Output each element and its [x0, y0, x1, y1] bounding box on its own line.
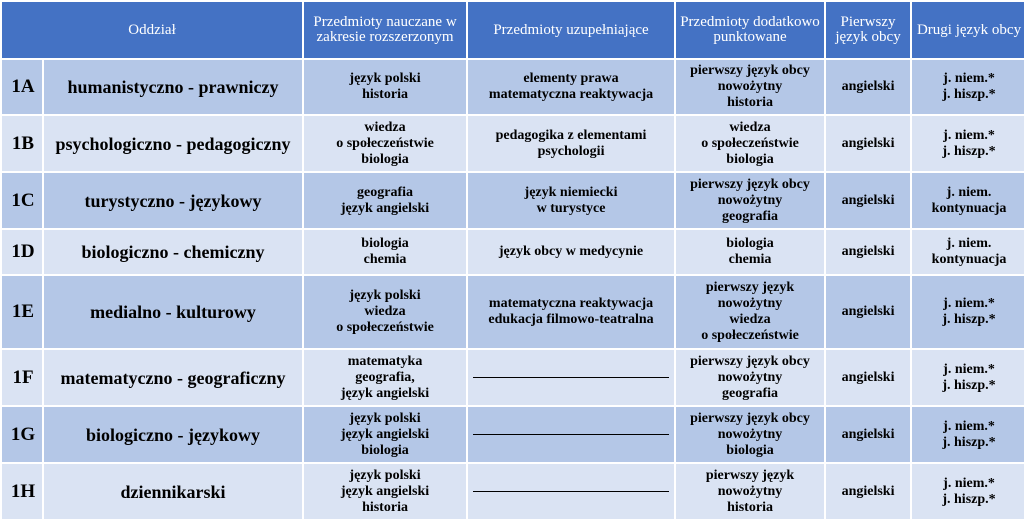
cell-pierwszy-jezyk: angielski: [826, 350, 910, 405]
cell-uzupelniajace: [468, 407, 674, 462]
class-profile-name: biologiczno - językowy: [44, 407, 302, 462]
cell-line: wiedza: [364, 304, 406, 319]
cell-line: język polski: [349, 467, 421, 483]
class-profile-name: dziennikarski: [44, 464, 302, 519]
header-line: język obcy: [955, 21, 1022, 38]
class-code: 1B: [2, 116, 42, 171]
class-code: 1E: [2, 276, 42, 348]
header-line: dodatkowo: [753, 14, 820, 30]
cell-line: historia: [727, 95, 773, 110]
cell-line: nowożytny: [717, 426, 783, 442]
class-profile-name: humanistyczno - prawniczy: [44, 60, 302, 114]
table-row: [2, 230, 1024, 274]
empty-dash-line: [473, 377, 669, 378]
header-line: nauczane w zakresie: [316, 14, 457, 45]
cell-line: kontynuacja: [931, 252, 1007, 267]
cell-punktowane: [676, 173, 824, 228]
table-row: [2, 464, 1024, 519]
cell-line: pierwszy język: [705, 280, 795, 295]
class-profile-name: turystyczno - językowy: [44, 173, 302, 228]
cell-line: j. niem.*: [943, 127, 995, 143]
cell-line: biologia: [361, 236, 409, 251]
cell-line: psychologii: [537, 143, 605, 159]
cell-line: historia: [727, 499, 773, 515]
cell-line: nowożytny: [717, 192, 783, 208]
cell-rozszerzone: [304, 116, 466, 171]
table-row: [2, 173, 1024, 228]
header-line: rozszerzonym: [369, 29, 454, 45]
cell-line: matematyka: [347, 353, 423, 369]
cell-line: biologia: [726, 151, 774, 167]
cell-line: język obcy w medycynie: [498, 244, 644, 259]
cell-punktowane: [676, 116, 824, 171]
cell-punktowane: [676, 350, 824, 405]
cell-line: chemia: [728, 252, 772, 267]
cell-line: biologia: [726, 442, 774, 458]
header-rozszerzone: [304, 2, 466, 58]
cell-rozszerzone: [304, 350, 466, 405]
cell-line: o społeczeństwie: [336, 320, 434, 335]
class-profile-name: matematyczno - geograficzny: [44, 350, 302, 405]
class-code: 1F: [2, 350, 42, 405]
cell-line: matematyczna reaktywacja: [488, 296, 654, 311]
cell-uzupelniajace: [468, 60, 674, 114]
cell-line: o społeczeństwie: [336, 135, 434, 151]
cell-line: kontynuacja: [931, 200, 1007, 216]
cell-punktowane: [676, 60, 824, 114]
cell-line: geografia: [722, 208, 778, 224]
cell-line: język polski: [349, 71, 421, 86]
cell-line: j. hiszp.*: [942, 312, 996, 327]
cell-line: j. hiszp.*: [942, 143, 996, 159]
cell-line: pierwszy język obcy: [690, 63, 810, 78]
cell-line: w turystyce: [536, 200, 606, 216]
header-pierwszy: [826, 2, 910, 58]
cell-line: j. hiszp.*: [942, 377, 996, 393]
header-drugi: [912, 2, 1024, 58]
cell-punktowane: [676, 276, 824, 348]
cell-line: j. hiszp.*: [942, 434, 996, 450]
cell-line: pedagogika z elementami: [495, 127, 647, 143]
cell-line: j. niem.: [946, 184, 992, 200]
cell-line: język polski: [349, 410, 421, 426]
cell-line: j. niem.*: [943, 418, 995, 434]
cell-line: j. niem.: [946, 236, 992, 251]
cell-line: wiedza: [729, 312, 771, 327]
header-oddzial: [2, 2, 302, 58]
cell-drugi-jezyk: [912, 350, 1024, 405]
cell-pierwszy-jezyk: angielski: [826, 173, 910, 228]
cell-pierwszy-jezyk: angielski: [826, 230, 910, 274]
cell-line: o społeczeństwie: [701, 328, 799, 343]
cell-line: wiedza: [364, 119, 406, 135]
cell-line: nowożytny: [717, 79, 783, 94]
header-row: [2, 2, 1024, 58]
cell-line: język angielski: [340, 200, 430, 216]
table-row: [2, 276, 1024, 348]
cell-line: historia: [362, 499, 408, 515]
cell-line: chemia: [363, 252, 407, 267]
class-code: 1A: [2, 60, 42, 114]
cell-line: język angielski: [340, 483, 430, 499]
cell-line: język angielski: [340, 385, 430, 401]
cell-line: język niemiecki: [524, 184, 618, 200]
cell-line: wiedza: [729, 119, 771, 135]
cell-punktowane: [676, 230, 824, 274]
header-line: punktowane: [713, 29, 787, 45]
cell-line: pierwszy język: [705, 467, 795, 483]
header-punktowane: [676, 2, 824, 58]
cell-pierwszy-jezyk: angielski: [826, 276, 910, 348]
table-body: [2, 60, 1024, 519]
cell-line: język angielski: [340, 426, 430, 442]
header-line: Przedmioty: [680, 14, 750, 30]
cell-uzupelniajace: [468, 173, 674, 228]
cell-uzupelniajace: [468, 350, 674, 405]
header-oddzial-label: Oddział: [128, 21, 176, 38]
cell-line: biologia: [361, 151, 409, 167]
cell-rozszerzone: [304, 276, 466, 348]
cell-line: edukacja filmowo-teatralna: [488, 312, 654, 327]
cell-drugi-jezyk: [912, 276, 1024, 348]
cell-pierwszy-jezyk: angielski: [826, 407, 910, 462]
empty-dash-line: [473, 491, 669, 492]
cell-line: nowożytny: [717, 296, 783, 311]
cell-line: o społeczeństwie: [701, 135, 799, 151]
cell-line: pierwszy język obcy: [690, 353, 810, 369]
cell-drugi-jezyk: [912, 230, 1024, 274]
cell-line: elementy prawa: [523, 71, 619, 86]
cell-line: biologia: [361, 442, 409, 458]
cell-line: j. hiszp.*: [942, 491, 996, 507]
cell-rozszerzone: [304, 173, 466, 228]
cell-line: historia: [362, 87, 408, 102]
cell-drugi-jezyk: [912, 407, 1024, 462]
class-code: 1D: [2, 230, 42, 274]
cell-drugi-jezyk: [912, 464, 1024, 519]
empty-dash-line: [473, 434, 669, 435]
cell-line: j. hiszp.*: [942, 87, 996, 102]
cell-drugi-jezyk: [912, 173, 1024, 228]
cell-punktowane: [676, 464, 824, 519]
table-row: [2, 407, 1024, 462]
class-code: 1C: [2, 173, 42, 228]
class-profile-name: biologiczno - chemiczny: [44, 230, 302, 274]
cell-rozszerzone: [304, 230, 466, 274]
cell-uzupelniajace: [468, 464, 674, 519]
table-row: [2, 60, 1024, 114]
cell-line: nowożytny: [717, 483, 783, 499]
header-line: Drugi: [916, 21, 952, 38]
cell-line: j. niem.*: [943, 475, 995, 491]
header-line: Przedmioty: [313, 14, 383, 30]
cell-line: j. niem.*: [943, 361, 995, 377]
cell-line: biologia: [726, 236, 774, 251]
cell-line: j. niem.*: [943, 296, 995, 311]
cell-pierwszy-jezyk: angielski: [826, 60, 910, 114]
cell-rozszerzone: [304, 407, 466, 462]
table-row: [2, 350, 1024, 405]
cell-drugi-jezyk: [912, 116, 1024, 171]
cell-rozszerzone: [304, 60, 466, 114]
header-uzupelniajace: [468, 2, 674, 58]
cell-line: geografia,: [355, 369, 415, 385]
cell-line: pierwszy język obcy: [690, 410, 810, 426]
class-code: 1H: [2, 464, 42, 519]
cell-uzupelniajace: [468, 230, 674, 274]
cell-line: j. niem.*: [943, 71, 995, 86]
cell-line: matematyczna reaktywacja: [488, 87, 654, 102]
table-row: [2, 116, 1024, 171]
cell-drugi-jezyk: [912, 60, 1024, 114]
header-uzupelniajace-label: Przedmioty uzupełniające: [493, 21, 649, 38]
cell-line: geografia: [722, 385, 778, 401]
cell-punktowane: [676, 407, 824, 462]
header-line: język obcy: [835, 29, 901, 45]
cell-line: pierwszy język obcy: [690, 176, 810, 192]
cell-rozszerzone: [304, 464, 466, 519]
header-line: Pierwszy: [840, 14, 896, 30]
cell-line: nowożytny: [717, 369, 783, 385]
class-code: 1G: [2, 407, 42, 462]
class-profile-name: medialno - kulturowy: [44, 276, 302, 348]
cell-pierwszy-jezyk: angielski: [826, 464, 910, 519]
cell-pierwszy-jezyk: angielski: [826, 116, 910, 171]
cell-line: język polski: [349, 288, 421, 303]
cell-line: geografia: [357, 184, 413, 200]
cell-uzupelniajace: [468, 116, 674, 171]
class-profile-name: psychologiczno - pedagogiczny: [44, 116, 302, 171]
cell-uzupelniajace: [468, 276, 674, 348]
